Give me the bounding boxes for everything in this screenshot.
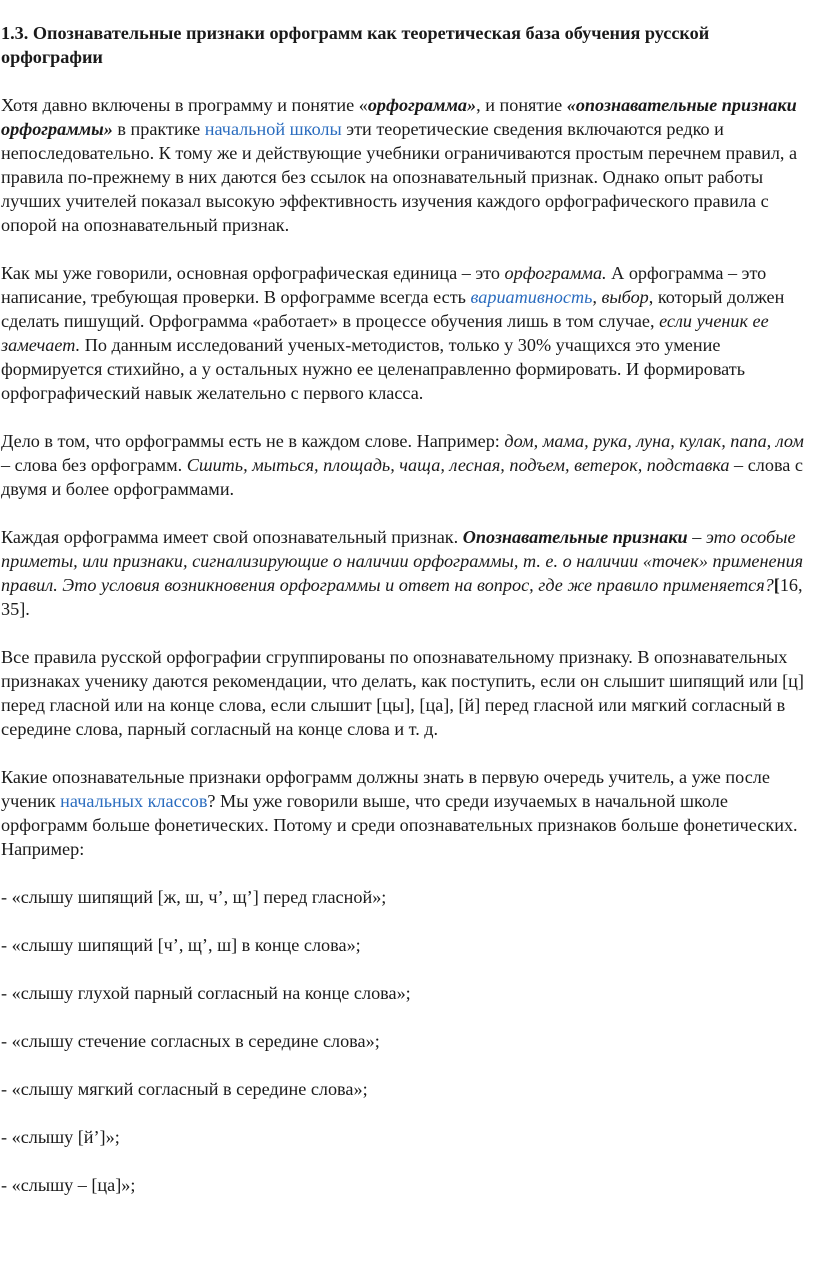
paragraph-2 bbox=[1, 261, 808, 405]
p1-text-1: Хотя давно включены в программу и понятие « bbox=[1, 95, 368, 115]
paragraph-1 bbox=[1, 93, 808, 237]
p4-text-1: Каждая орфограмма имеет свой опознавательный признак. bbox=[1, 527, 463, 547]
list-item: - «слышу мягкий согласный в середине слова»; bbox=[1, 1079, 368, 1099]
p2-italic-choice: , выбор bbox=[592, 287, 649, 307]
p4-citation: 16, 35]. bbox=[1, 575, 803, 619]
list-item: - «слышу [й’]»; bbox=[1, 1127, 120, 1147]
p3-text-2: слова без орфограмм. bbox=[10, 455, 187, 475]
p2-text-2: А орфограмма – это написание, требующая проверки. В орфограмме всегда есть bbox=[1, 263, 767, 307]
p1-text-4: эти теоретические сведения включаются редко и непоследовательно. К тому же и действующие учебники ограничиваются простым перечнем правил, а правила по-прежнему в них даются без ссылок на опознавательный признак. Однако опыт работы лучших учителей показал высокую эффективность изучения каждого орфографического правила с опорой на опознавательный признак. bbox=[1, 119, 798, 235]
p1-term-orthogram: орфограмма» bbox=[367, 95, 477, 115]
list-item: - «слышу – [ца]»; bbox=[1, 1175, 136, 1195]
p1-text-2: , и понятие bbox=[476, 95, 567, 115]
list-item: - «слышу шипящий [ч’, щ’, ш] в конце слова»; bbox=[1, 935, 361, 955]
link-variability[interactable] bbox=[471, 287, 593, 307]
p4-bracket: [ bbox=[773, 575, 780, 595]
paragraph-6 bbox=[1, 765, 808, 861]
link-variability-label: вариативность bbox=[470, 287, 593, 307]
paragraph-5 bbox=[1, 645, 808, 741]
p2-text-3: , который должен сделать пишущий. Орфограмма «работает» в процессе обучения лишь в том случае, bbox=[1, 287, 785, 331]
p6-text-1: Какие опознавательные признаки орфограмм должны знать в первую очередь учитель, а уже после ученик bbox=[1, 767, 770, 811]
p5-text-1: Все правила русской орфографии сгруппированы по опознавательному признаку. В опознавательных признаках ученику даются рекомендации, что делать, как поступить, если он слышит шипящий или [ц] перед гласной или на конце слова, если слышит [цы], [ца], [й] перед гласной или мягкий согласный в середине слова, парный согласный на конце слова и т. д. bbox=[1, 647, 804, 739]
p2-text-4: По данным исследований ученых-методистов, только у 30% учащихся это умение формируется стихийно, а у остальных нужно ее целенаправленно формировать. И формировать орфографический навык желательно с первого класса. bbox=[1, 335, 746, 403]
list-item: - «слышу глухой парный согласный на конце слова»; bbox=[1, 983, 411, 1003]
p3-italic-words-with: Сшить, мыться, площадь, чаща, лесная, подъем, ветерок, подставка – bbox=[186, 455, 744, 475]
p1-text-3: в практике bbox=[112, 119, 205, 139]
p3-italic-words-without: дом, мама, рука, луна, кулак, папа, лом – bbox=[1, 431, 804, 475]
p4-italic-definition: это особые приметы, или признаки, сигнализирующие о наличии орфограммы, т. е. о наличии «точек» применения правил. Это условия возникновения орфограммы и ответ на вопрос, где же правило применяется? bbox=[1, 527, 804, 595]
p2-italic-notices: если ученик ее замечает. bbox=[1, 311, 769, 355]
paragraph-4 bbox=[1, 525, 808, 621]
paragraph-3 bbox=[1, 429, 808, 501]
p1-term-identifying-signs: «опознавательные признаки орфограммы» bbox=[1, 95, 797, 139]
p6-text-2: ? Мы уже говорили выше, что среди изучаемых в начальной школе орфограмм больше фонетических. Потому и среди опознавательных признаков больше фонетических. Например: bbox=[1, 791, 798, 859]
section-title: 1.3. Опознавательные признаки орфограмм как теоретическая база обучения русской орфографии bbox=[1, 23, 710, 67]
link-primary-classes[interactable]: начальных классов bbox=[60, 791, 208, 811]
p3-text-3: слова с двумя и более орфограммами. bbox=[1, 455, 803, 499]
list-item: - «слышу стечение согласных в середине слова»; bbox=[1, 1031, 380, 1051]
p2-text-1: Как мы уже говорили, основная орфографическая единица – это bbox=[1, 263, 505, 283]
p3-text-1: Дело в том, что орфограммы есть не в каждом слове. Например: bbox=[1, 431, 505, 451]
p4-term-identifying-signs: Опознавательные признаки bbox=[462, 527, 688, 547]
link-primary-school[interactable]: начальной школы bbox=[204, 119, 342, 139]
p2-italic-orthogram: орфограмма. bbox=[504, 263, 607, 283]
signs-list bbox=[1, 885, 808, 1197]
list-item: - «слышу шипящий [ж, ш, ч’, щ’] перед гласной»; bbox=[1, 887, 387, 907]
p4-text-2: – bbox=[687, 527, 706, 547]
